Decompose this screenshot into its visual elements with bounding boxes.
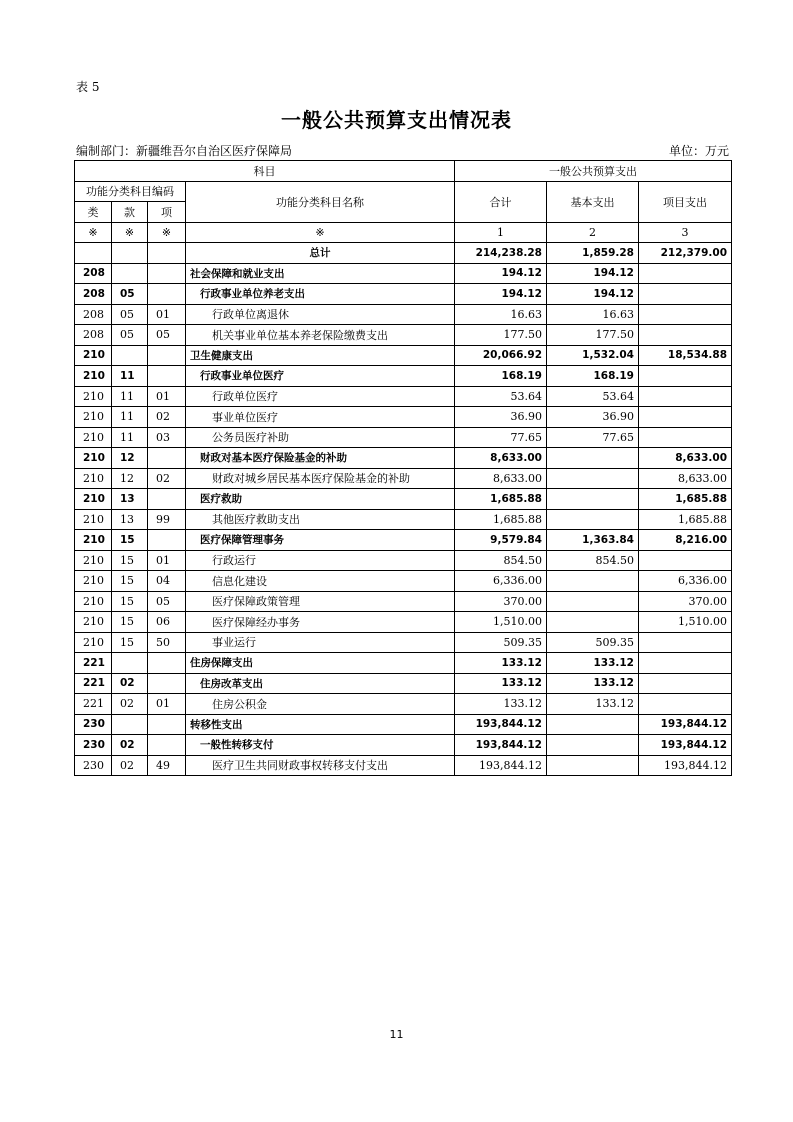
table-row bbox=[75, 304, 732, 325]
header-row-1 bbox=[75, 161, 732, 182]
project-amount-cell: 212,379.00 bbox=[639, 243, 732, 264]
basic-amount-cell: 133.12 bbox=[547, 673, 639, 694]
col-number-2: 2 bbox=[547, 222, 639, 243]
code-lei-cell: 210 bbox=[75, 530, 112, 551]
basic-amount-cell bbox=[547, 755, 639, 776]
page-title: 一般公共预算支出情况表 bbox=[281, 108, 512, 132]
total-amount-cell: 193,844.12 bbox=[455, 755, 547, 776]
header-lei: 类 bbox=[75, 202, 112, 223]
item-name-cell: 医疗卫生共同财政事权转移支付支出 bbox=[186, 755, 455, 776]
code-lei-cell: 210 bbox=[75, 448, 112, 469]
project-amount-cell bbox=[639, 632, 732, 653]
table-row bbox=[75, 325, 732, 346]
total-amount-cell: 133.12 bbox=[455, 694, 547, 715]
code-xiang-cell: 01 bbox=[148, 386, 186, 407]
item-name-cell: 医疗保障经办事务 bbox=[186, 612, 455, 633]
total-amount-cell: 1,685.88 bbox=[455, 489, 547, 510]
code-kuan-cell bbox=[112, 714, 148, 735]
budget-table bbox=[74, 160, 732, 776]
code-xiang-cell bbox=[148, 653, 186, 674]
table-row bbox=[75, 653, 732, 674]
total-amount-cell: 193,844.12 bbox=[455, 735, 547, 756]
basic-amount-cell bbox=[547, 509, 639, 530]
col-number-3: 3 bbox=[639, 222, 732, 243]
code-lei-cell: 210 bbox=[75, 345, 112, 366]
project-amount-cell bbox=[639, 304, 732, 325]
table-row bbox=[75, 468, 732, 489]
project-amount-cell: 193,844.12 bbox=[639, 755, 732, 776]
project-amount-cell: 1,510.00 bbox=[639, 612, 732, 633]
table-row bbox=[75, 427, 732, 448]
code-xiang-cell bbox=[148, 448, 186, 469]
total-amount-cell: 77.65 bbox=[455, 427, 547, 448]
item-name-cell: 卫生健康支出 bbox=[186, 345, 455, 366]
table-row bbox=[75, 694, 732, 715]
project-amount-cell bbox=[639, 263, 732, 284]
table-row bbox=[75, 632, 732, 653]
table-row bbox=[75, 612, 732, 633]
project-amount-cell bbox=[639, 366, 732, 387]
code-kuan-cell: 15 bbox=[112, 632, 148, 653]
item-name-cell: 医疗救助 bbox=[186, 489, 455, 510]
code-lei-cell: 221 bbox=[75, 694, 112, 715]
code-kuan-cell: 02 bbox=[112, 735, 148, 756]
project-amount-cell bbox=[639, 653, 732, 674]
item-name-cell: 其他医疗救助支出 bbox=[186, 509, 455, 530]
item-name-cell: 行政单位离退休 bbox=[186, 304, 455, 325]
item-name-cell: 行政事业单位养老支出 bbox=[186, 284, 455, 305]
table-row bbox=[75, 386, 732, 407]
total-amount-cell: 214,238.28 bbox=[455, 243, 547, 264]
total-amount-cell: 509.35 bbox=[455, 632, 547, 653]
unit-label: 单位：万元 bbox=[668, 144, 729, 158]
basic-amount-cell: 194.12 bbox=[547, 284, 639, 305]
total-amount-cell: 8,633.00 bbox=[455, 468, 547, 489]
code-kuan-cell: 02 bbox=[112, 673, 148, 694]
item-name-cell: 住房保障支出 bbox=[186, 653, 455, 674]
code-xiang-cell bbox=[148, 735, 186, 756]
project-amount-cell: 8,633.00 bbox=[639, 448, 732, 469]
code-xiang-cell: 99 bbox=[148, 509, 186, 530]
table-row bbox=[75, 714, 732, 735]
code-xiang-cell: 03 bbox=[148, 427, 186, 448]
header-xiang: 项 bbox=[148, 202, 186, 223]
table-row bbox=[75, 243, 732, 264]
table-row bbox=[75, 735, 732, 756]
item-name-cell: 社会保障和就业支出 bbox=[186, 263, 455, 284]
code-lei-cell: 210 bbox=[75, 407, 112, 428]
code-kuan-cell: 12 bbox=[112, 468, 148, 489]
code-xiang-cell: 49 bbox=[148, 755, 186, 776]
item-name-cell: 财政对基本医疗保险基金的补助 bbox=[186, 448, 455, 469]
code-kuan-cell: 15 bbox=[112, 591, 148, 612]
item-name-cell: 事业运行 bbox=[186, 632, 455, 653]
total-amount-cell: 8,633.00 bbox=[455, 448, 547, 469]
code-kuan-cell: 11 bbox=[112, 427, 148, 448]
table-row bbox=[75, 263, 732, 284]
code-lei-cell: 221 bbox=[75, 673, 112, 694]
total-amount-cell: 133.12 bbox=[455, 653, 547, 674]
project-amount-cell bbox=[639, 694, 732, 715]
code-kuan-cell: 15 bbox=[112, 530, 148, 551]
project-amount-cell bbox=[639, 407, 732, 428]
code-xiang-cell: 50 bbox=[148, 632, 186, 653]
mark-name: ※ bbox=[186, 222, 455, 243]
code-kuan-cell: 15 bbox=[112, 571, 148, 592]
code-lei-cell: 208 bbox=[75, 284, 112, 305]
code-xiang-cell: 02 bbox=[148, 407, 186, 428]
code-lei-cell: 210 bbox=[75, 386, 112, 407]
basic-amount-cell bbox=[547, 489, 639, 510]
table-row bbox=[75, 489, 732, 510]
code-kuan-cell bbox=[112, 653, 148, 674]
table-row bbox=[75, 448, 732, 469]
code-lei-cell: 208 bbox=[75, 325, 112, 346]
code-xiang-cell bbox=[148, 673, 186, 694]
code-xiang-cell: 06 bbox=[148, 612, 186, 633]
code-lei-cell: 210 bbox=[75, 509, 112, 530]
code-xiang-cell: 04 bbox=[148, 571, 186, 592]
code-kuan-cell: 15 bbox=[112, 550, 148, 571]
basic-amount-cell: 1,363.84 bbox=[547, 530, 639, 551]
code-xiang-cell: 02 bbox=[148, 468, 186, 489]
basic-amount-cell bbox=[547, 448, 639, 469]
table-row bbox=[75, 345, 732, 366]
total-amount-cell: 9,579.84 bbox=[455, 530, 547, 551]
mark-lei: ※ bbox=[75, 222, 112, 243]
code-kuan-cell: 12 bbox=[112, 448, 148, 469]
code-xiang-cell: 01 bbox=[148, 694, 186, 715]
basic-amount-cell bbox=[547, 591, 639, 612]
item-name-cell: 一般性转移支付 bbox=[186, 735, 455, 756]
project-amount-cell bbox=[639, 386, 732, 407]
page-number: 11 bbox=[389, 1028, 404, 1041]
project-amount-cell: 6,336.00 bbox=[639, 571, 732, 592]
header-budget: 一般公共预算支出 bbox=[455, 161, 732, 182]
code-kuan-cell: 11 bbox=[112, 386, 148, 407]
code-kuan-cell bbox=[112, 263, 148, 284]
header-subject: 科目 bbox=[75, 161, 455, 182]
code-kuan-cell: 02 bbox=[112, 755, 148, 776]
code-lei-cell: 210 bbox=[75, 571, 112, 592]
basic-amount-cell: 77.65 bbox=[547, 427, 639, 448]
total-amount-cell: 370.00 bbox=[455, 591, 547, 612]
total-amount-cell: 16.63 bbox=[455, 304, 547, 325]
project-amount-cell: 18,534.88 bbox=[639, 345, 732, 366]
code-lei-cell bbox=[75, 243, 112, 264]
table-row bbox=[75, 755, 732, 776]
code-kuan-cell: 05 bbox=[112, 284, 148, 305]
department-label: 编制部门：新疆维吾尔自治区医疗保障局 bbox=[76, 144, 293, 158]
col-number-1: 1 bbox=[455, 222, 547, 243]
code-lei-cell: 210 bbox=[75, 489, 112, 510]
code-kuan-cell: 05 bbox=[112, 325, 148, 346]
code-lei-cell: 210 bbox=[75, 427, 112, 448]
code-lei-cell: 210 bbox=[75, 591, 112, 612]
code-kuan-cell: 15 bbox=[112, 612, 148, 633]
code-lei-cell: 210 bbox=[75, 612, 112, 633]
total-amount-cell: 20,066.92 bbox=[455, 345, 547, 366]
basic-amount-cell: 177.50 bbox=[547, 325, 639, 346]
code-lei-cell: 230 bbox=[75, 735, 112, 756]
basic-amount-cell: 168.19 bbox=[547, 366, 639, 387]
table-row bbox=[75, 550, 732, 571]
project-amount-cell: 1,685.88 bbox=[639, 489, 732, 510]
header-row-2 bbox=[75, 181, 732, 202]
project-amount-cell: 8,633.00 bbox=[639, 468, 732, 489]
total-amount-cell: 53.64 bbox=[455, 386, 547, 407]
header-code-group: 功能分类科目编码 bbox=[75, 181, 186, 202]
item-name-cell: 信息化建设 bbox=[186, 571, 455, 592]
code-lei-cell: 208 bbox=[75, 263, 112, 284]
code-xiang-cell bbox=[148, 263, 186, 284]
project-amount-cell: 8,216.00 bbox=[639, 530, 732, 551]
code-xiang-cell bbox=[148, 366, 186, 387]
item-name-cell: 公务员医疗补助 bbox=[186, 427, 455, 448]
code-xiang-cell bbox=[148, 345, 186, 366]
basic-amount-cell: 133.12 bbox=[547, 694, 639, 715]
header-total: 合计 bbox=[455, 181, 547, 222]
header-row-4 bbox=[75, 222, 732, 243]
project-amount-cell: 193,844.12 bbox=[639, 735, 732, 756]
total-amount-cell: 36.90 bbox=[455, 407, 547, 428]
basic-amount-cell bbox=[547, 468, 639, 489]
header-kuan: 款 bbox=[112, 202, 148, 223]
code-kuan-cell: 13 bbox=[112, 509, 148, 530]
table-row bbox=[75, 407, 732, 428]
code-xiang-cell bbox=[148, 284, 186, 305]
basic-amount-cell: 854.50 bbox=[547, 550, 639, 571]
total-amount-cell: 168.19 bbox=[455, 366, 547, 387]
code-lei-cell: 210 bbox=[75, 366, 112, 387]
total-amount-cell: 1,685.88 bbox=[455, 509, 547, 530]
project-amount-cell bbox=[639, 325, 732, 346]
item-name-cell: 医疗保障管理事务 bbox=[186, 530, 455, 551]
code-lei-cell: 230 bbox=[75, 755, 112, 776]
total-amount-cell: 854.50 bbox=[455, 550, 547, 571]
table-label: 表 5 bbox=[76, 80, 100, 94]
code-lei-cell: 210 bbox=[75, 550, 112, 571]
total-amount-cell: 6,336.00 bbox=[455, 571, 547, 592]
code-kuan-cell bbox=[112, 345, 148, 366]
project-amount-cell bbox=[639, 284, 732, 305]
basic-amount-cell: 36.90 bbox=[547, 407, 639, 428]
code-xiang-cell: 05 bbox=[148, 591, 186, 612]
code-kuan-cell: 05 bbox=[112, 304, 148, 325]
total-amount-cell: 194.12 bbox=[455, 263, 547, 284]
code-lei-cell: 208 bbox=[75, 304, 112, 325]
code-xiang-cell bbox=[148, 714, 186, 735]
code-lei-cell: 210 bbox=[75, 468, 112, 489]
header-project: 项目支出 bbox=[639, 181, 732, 222]
table-row bbox=[75, 571, 732, 592]
table-row bbox=[75, 284, 732, 305]
project-amount-cell: 1,685.88 bbox=[639, 509, 732, 530]
code-lei-cell: 210 bbox=[75, 632, 112, 653]
basic-amount-cell: 133.12 bbox=[547, 653, 639, 674]
code-xiang-cell bbox=[148, 243, 186, 264]
basic-amount-cell: 16.63 bbox=[547, 304, 639, 325]
code-lei-cell: 230 bbox=[75, 714, 112, 735]
item-name-cell: 财政对城乡居民基本医疗保险基金的补助 bbox=[186, 468, 455, 489]
code-kuan-cell: 11 bbox=[112, 407, 148, 428]
project-amount-cell: 370.00 bbox=[639, 591, 732, 612]
code-kuan-cell: 02 bbox=[112, 694, 148, 715]
item-name-cell: 总计 bbox=[186, 243, 455, 264]
basic-amount-cell: 509.35 bbox=[547, 632, 639, 653]
project-amount-cell bbox=[639, 673, 732, 694]
mark-xiang: ※ bbox=[148, 222, 186, 243]
code-kuan-cell: 11 bbox=[112, 366, 148, 387]
basic-amount-cell bbox=[547, 571, 639, 592]
basic-amount-cell bbox=[547, 735, 639, 756]
code-xiang-cell bbox=[148, 489, 186, 510]
item-name-cell: 住房改革支出 bbox=[186, 673, 455, 694]
code-xiang-cell: 05 bbox=[148, 325, 186, 346]
total-amount-cell: 194.12 bbox=[455, 284, 547, 305]
item-name-cell: 机关事业单位基本养老保险缴费支出 bbox=[186, 325, 455, 346]
total-amount-cell: 1,510.00 bbox=[455, 612, 547, 633]
mark-kuan: ※ bbox=[112, 222, 148, 243]
basic-amount-cell: 1,532.04 bbox=[547, 345, 639, 366]
code-kuan-cell bbox=[112, 243, 148, 264]
total-amount-cell: 193,844.12 bbox=[455, 714, 547, 735]
item-name-cell: 行政单位医疗 bbox=[186, 386, 455, 407]
basic-amount-cell: 1,859.28 bbox=[547, 243, 639, 264]
item-name-cell: 行政运行 bbox=[186, 550, 455, 571]
code-xiang-cell bbox=[148, 530, 186, 551]
code-kuan-cell: 13 bbox=[112, 489, 148, 510]
basic-amount-cell: 194.12 bbox=[547, 263, 639, 284]
project-amount-cell bbox=[639, 427, 732, 448]
table-row bbox=[75, 509, 732, 530]
item-name-cell: 住房公积金 bbox=[186, 694, 455, 715]
project-amount-cell bbox=[639, 550, 732, 571]
total-amount-cell: 177.50 bbox=[455, 325, 547, 346]
basic-amount-cell bbox=[547, 612, 639, 633]
header-name: 功能分类科目名称 bbox=[186, 181, 455, 222]
table-row bbox=[75, 673, 732, 694]
table-row bbox=[75, 530, 732, 551]
total-amount-cell: 133.12 bbox=[455, 673, 547, 694]
basic-amount-cell: 53.64 bbox=[547, 386, 639, 407]
item-name-cell: 事业单位医疗 bbox=[186, 407, 455, 428]
item-name-cell: 医疗保障政策管理 bbox=[186, 591, 455, 612]
item-name-cell: 转移性支出 bbox=[186, 714, 455, 735]
table-row bbox=[75, 366, 732, 387]
item-name-cell: 行政事业单位医疗 bbox=[186, 366, 455, 387]
header-basic: 基本支出 bbox=[547, 181, 639, 222]
code-lei-cell: 221 bbox=[75, 653, 112, 674]
basic-amount-cell bbox=[547, 714, 639, 735]
code-xiang-cell: 01 bbox=[148, 550, 186, 571]
table-row bbox=[75, 591, 732, 612]
code-xiang-cell: 01 bbox=[148, 304, 186, 325]
project-amount-cell: 193,844.12 bbox=[639, 714, 732, 735]
